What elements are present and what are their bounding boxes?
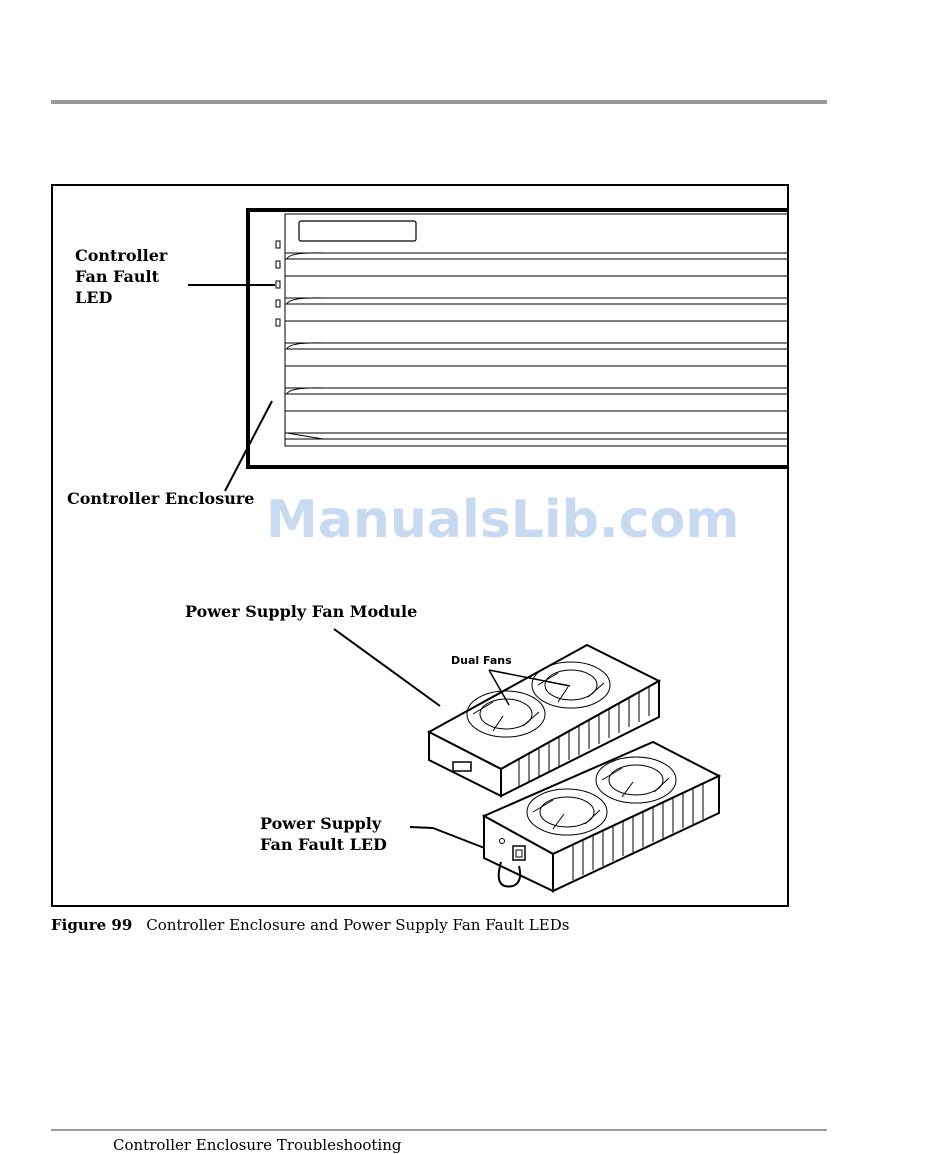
controller-fan-fault-led-label	[75, 245, 167, 308]
label-line: Fan Fault	[75, 267, 160, 286]
label-line: LED	[75, 288, 113, 307]
power-supply-fan-fault-led-label	[260, 813, 387, 855]
figure-caption-text: Controller Enclosure and Power Supply Fan Fault LEDs	[146, 916, 570, 934]
label-line: Power Supply	[260, 814, 382, 833]
label-line: Controller	[75, 246, 168, 265]
label-line: Fan Fault LED	[260, 835, 387, 854]
controller-enclosure-label: Controller Enclosure	[67, 489, 255, 508]
power-supply-fan-module-label: Power Supply Fan Module	[185, 602, 418, 621]
header-rule	[51, 100, 827, 104]
figure-number: Figure 99	[51, 916, 133, 934]
dual-fans-label: Dual Fans	[451, 654, 512, 667]
watermark: ManualsLib.com	[266, 490, 740, 550]
footer-rule	[51, 1129, 827, 1131]
controller-enclosure-drawing	[248, 210, 789, 467]
figure-caption	[51, 916, 569, 934]
footer-section-title: Controller Enclosure Troubleshooting	[113, 1136, 402, 1154]
